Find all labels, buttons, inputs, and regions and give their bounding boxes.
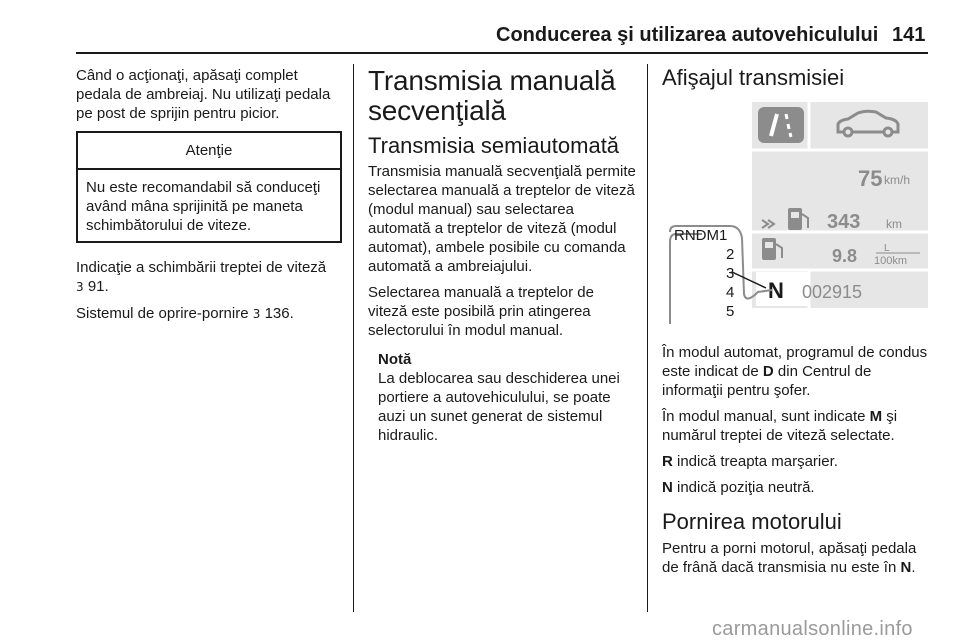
- warning-box: [76, 131, 342, 243]
- range-unit: km: [886, 217, 902, 231]
- auto-mode-text: În modul automat, programul de condus este indicat de: [662, 344, 928, 380]
- gear-label-2: 2: [726, 246, 735, 263]
- reverse-text: indică treapta marşarier.: [672, 453, 838, 470]
- odometer-value: 002915: [802, 282, 863, 302]
- column-3: [662, 66, 930, 584]
- column-2: [368, 66, 636, 445]
- neutral-symbol: N: [662, 479, 673, 496]
- auto-mode-paragraph: [662, 343, 930, 400]
- consumption-value: 9.8: [832, 246, 858, 266]
- sequential-paragraph-1: Transmisia manuală secvenţială permite selectarea manuală a treptelor de viteză (modul manual) sau selectarea automată a treptelor de viteză (modul automat), ambele posibile cu comanda automată a ambreiajului.: [368, 163, 636, 275]
- header-rule: [76, 52, 928, 54]
- stop-start-paragraph: [76, 304, 342, 324]
- speed-unit: km/h: [884, 173, 911, 187]
- sequential-paragraph-2: Selectarea manuală a treptelor de viteză este posibilă prin atingerea selectorului în modul manual.: [368, 284, 594, 339]
- column-divider-left: [353, 64, 354, 612]
- page-ref-icon: 3: [76, 280, 84, 294]
- manual-mode-symbol: M: [869, 408, 883, 425]
- gear-label-3: 3: [726, 265, 735, 282]
- note-title: Notă: [378, 351, 412, 368]
- engine-start-text: Pentru a porni motorul, apăsaţi pedala de frână dacă transmisia nu este în: [662, 540, 917, 576]
- watermark: carmanualsonline.info: [712, 618, 913, 640]
- column-divider-right: [647, 64, 648, 612]
- section-title-transmission-display: Afişajul transmisiei: [662, 65, 845, 90]
- running-header-title: Conducerea şi utilizarea autovehiculului: [496, 24, 879, 46]
- column-1: [76, 66, 342, 331]
- gear-indication-paragraph: [76, 258, 342, 297]
- neutral-text: indică poziţia neutră.: [672, 479, 815, 496]
- stop-start-text: Sistemul de oprire-pornire: [76, 305, 249, 322]
- transmission-display-figure: [662, 102, 930, 329]
- gear-label-5: 5: [726, 303, 735, 320]
- auto-mode-symbol: D: [762, 363, 774, 380]
- note-box: [378, 350, 636, 445]
- subsection-title-semiautomatic: Transmisia semiautomată: [368, 133, 620, 158]
- reverse-symbol: R: [662, 453, 673, 470]
- engine-start-paragraph: [662, 539, 930, 577]
- auto-mode-text-end: din Centrul de informaţii pentru şofer.: [662, 363, 872, 399]
- manual-mode-text: În modul manual, sunt indicate: [662, 408, 870, 425]
- engine-start-symbol: N: [900, 559, 912, 576]
- gear-label-4: 4: [726, 284, 735, 301]
- gear-letter: N: [768, 278, 784, 303]
- stop-start-ref[interactable]: 136.: [264, 305, 294, 322]
- manual-mode-paragraph: [662, 407, 930, 445]
- speed-value: 75: [858, 166, 883, 191]
- selector-modes: RNDM1: [674, 227, 728, 244]
- warning-title: Atenţie: [78, 133, 340, 170]
- warning-text: Nu este recomandabil să conduceţi având mâna sprijinită pe maneta schimbătorului de viteze.: [86, 179, 321, 234]
- neutral-paragraph: [662, 478, 930, 497]
- clutch-intro-paragraph: Când o acţionaţi, apăsaţi complet pedala de ambreiaj. Nu utilizaţi pedala pe post de sprijin pentru picior.: [76, 67, 331, 122]
- callout-bracket: [670, 234, 702, 324]
- reverse-paragraph: [662, 452, 930, 471]
- range-value: 343: [827, 211, 861, 233]
- gear-indication-text: Indicaţie a schimbării treptei de viteză: [76, 259, 327, 276]
- engine-start-text-end: .: [911, 559, 916, 576]
- instrument-cluster-illustration: [662, 102, 930, 324]
- lane-assist-icon: [758, 107, 804, 143]
- note-text: La deblocarea sau deschiderea unei portiere a autovehiculului, se poate auzi un sunet generat de sistemul hidraulic.: [378, 370, 620, 444]
- consumption-unit-bottom: 100km: [874, 255, 908, 267]
- section-title-sequential: Transmisia manuală secvenţială: [368, 65, 616, 126]
- consumption-unit-top: L: [884, 243, 890, 254]
- section-title-engine-start: Pornirea motorului: [662, 509, 842, 534]
- page-number: 141: [892, 24, 926, 46]
- gear-indication-ref[interactable]: 91.: [87, 278, 109, 295]
- page-ref-icon: 3: [252, 307, 261, 321]
- manual-mode-text-end: şi numărul treptei de viteză selectate.: [662, 408, 898, 444]
